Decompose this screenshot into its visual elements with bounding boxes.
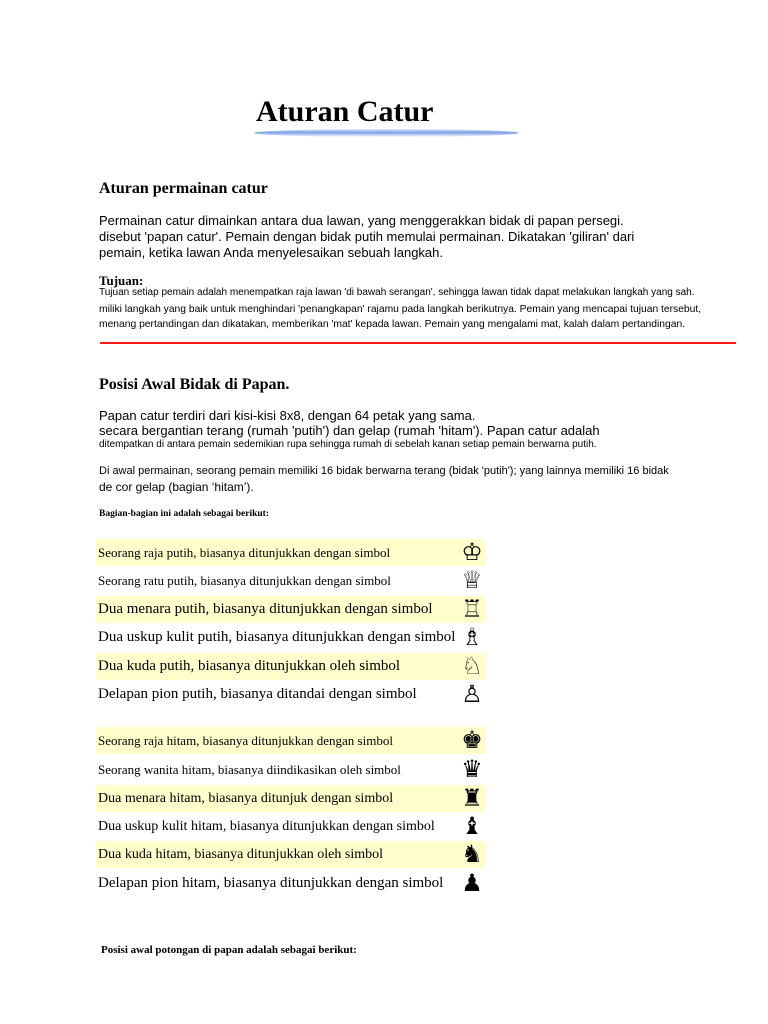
piece-description: Seorang wanita hitam, biasanya diindikasikan oleh simbol: [98, 761, 401, 777]
piece-description: Dua uskup kulit putih, biasanya ditunjukkan dengan simbol: [98, 629, 456, 645]
pieces-line: Di awal permainan, seorang pemain memiliki 16 bidak berwarna terang (bidak 'putih'); yang lainnya memiliki 16 bidak: [99, 465, 669, 477]
table-row: [96, 813, 486, 840]
black-bishop-icon: ♝: [461, 812, 483, 840]
intro-line: disebut 'papan catur'. Pemain dengan bidak putih memulai permainan. Dikatakan 'giliran' dari: [99, 229, 635, 244]
table-row: [96, 539, 486, 566]
board-line: secara bergantian terang (rumah 'putih') dan gelap (rumah 'hitam'). Papan catur adalah: [99, 423, 600, 438]
footer-label: Posisi awal potongan di papan adalah sebagai berikut:: [101, 944, 357, 956]
board-line: ditempatkan di antara pemain sedemikian rupa sehingga rumah di sebelah kanan setiap pemain berwarna putih.: [99, 439, 597, 450]
board-line: Papan catur terdiri dari kisi-kisi 8x8, dengan 64 petak yang sama.: [99, 408, 476, 423]
black-king-icon: ♚: [461, 726, 483, 754]
parts-label: Bagian-bagian ini adalah sebagai berikut:: [99, 509, 269, 519]
piece-description: Dua menara hitam, biasanya ditunjuk dengan simbol: [98, 790, 394, 806]
intro-paragraph: [99, 213, 659, 261]
table-row: [96, 596, 486, 623]
black-pawn-icon: ♟: [461, 869, 483, 897]
piece-description: Dua menara putih, biasanya ditunjukkan dengan simbol: [98, 601, 433, 617]
black-queen-icon: ♛: [461, 755, 483, 783]
pieces-paragraph: [99, 464, 739, 495]
white-king-icon: ♔: [461, 538, 483, 566]
white-pawn-icon: ♙: [461, 680, 483, 708]
piece-description: Dua uskup kulit hitam, biasanya ditunjukkan dengan simbol: [98, 818, 435, 834]
table-row: [96, 727, 486, 754]
table-row: [96, 756, 486, 783]
section-heading-positions: Posisi Awal Bidak di Papan.: [99, 376, 290, 393]
board-paragraph: [99, 408, 719, 452]
table-row: [96, 624, 486, 651]
piece-description: Delapan pion hitam, biasanya ditunjukkan dengan simbol: [98, 875, 444, 891]
white-knight-icon: ♘: [461, 652, 483, 680]
piece-description: Dua kuda hitam, biasanya ditunjukkan oleh simbol: [98, 846, 384, 862]
white-rook-icon: ♖: [461, 595, 483, 623]
table-row: [96, 567, 486, 594]
piece-description: Dua kuda putih, biasanya ditunjukkan oleh simbol: [98, 658, 401, 674]
intro-line: pemain, ketika lawan Anda menyelesaikan sebuah langkah.: [99, 245, 444, 260]
intro-line: Permainan catur dimainkan antara dua lawan, yang menggerakkan bidak di papan persegi.: [99, 213, 624, 228]
table-row: [96, 870, 486, 897]
piece-description: Delapan pion putih, biasanya ditandai dengan simbol: [98, 686, 417, 702]
pieces-line: de cor gelap (bagian ‘hitam’).: [99, 480, 254, 494]
goal-label: Tujuan:: [99, 273, 144, 288]
page-title: Aturan Catur: [256, 95, 434, 128]
table-row: [96, 785, 486, 812]
goal-paragraph: [99, 285, 739, 332]
goal-line: miliki langkah yang baik untuk menghindari 'penangkapan' rajamu pada langkah berikutnya. Pemain yang mencapai tujuan tersebut,: [99, 304, 702, 315]
white-bishop-icon: ♗: [461, 623, 483, 651]
piece-description: Seorang raja putih, biasanya ditunjukkan dengan simbol: [98, 544, 391, 560]
piece-description: Seorang ratu putih, biasanya ditunjukkan dengan simbol: [98, 572, 391, 588]
table-row: [96, 681, 486, 708]
title-underline: [254, 129, 519, 137]
white-queen-icon: ♕: [461, 566, 483, 594]
table-row: [96, 841, 486, 868]
section-heading-rules: Aturan permainan catur: [99, 180, 268, 197]
black-rook-icon: ♜: [461, 784, 483, 812]
goal-line: Tujuan setiap pemain adalah menempatkan raja lawan 'di bawah serangan', sehingga lawan tidak dapat melakukan langkah yang sah.: [99, 287, 695, 298]
black-knight-icon: ♞: [461, 840, 483, 868]
section-divider: [100, 342, 736, 344]
table-row: [96, 653, 486, 680]
piece-description: Seorang raja hitam, biasanya ditunjukkan dengan simbol: [98, 732, 393, 748]
goal-line: menang pertandingan dan dikatakan, memberikan 'mat' kepada lawan. Pemain yang mengalami mat, kalah dalam pertandingan.: [99, 319, 686, 330]
